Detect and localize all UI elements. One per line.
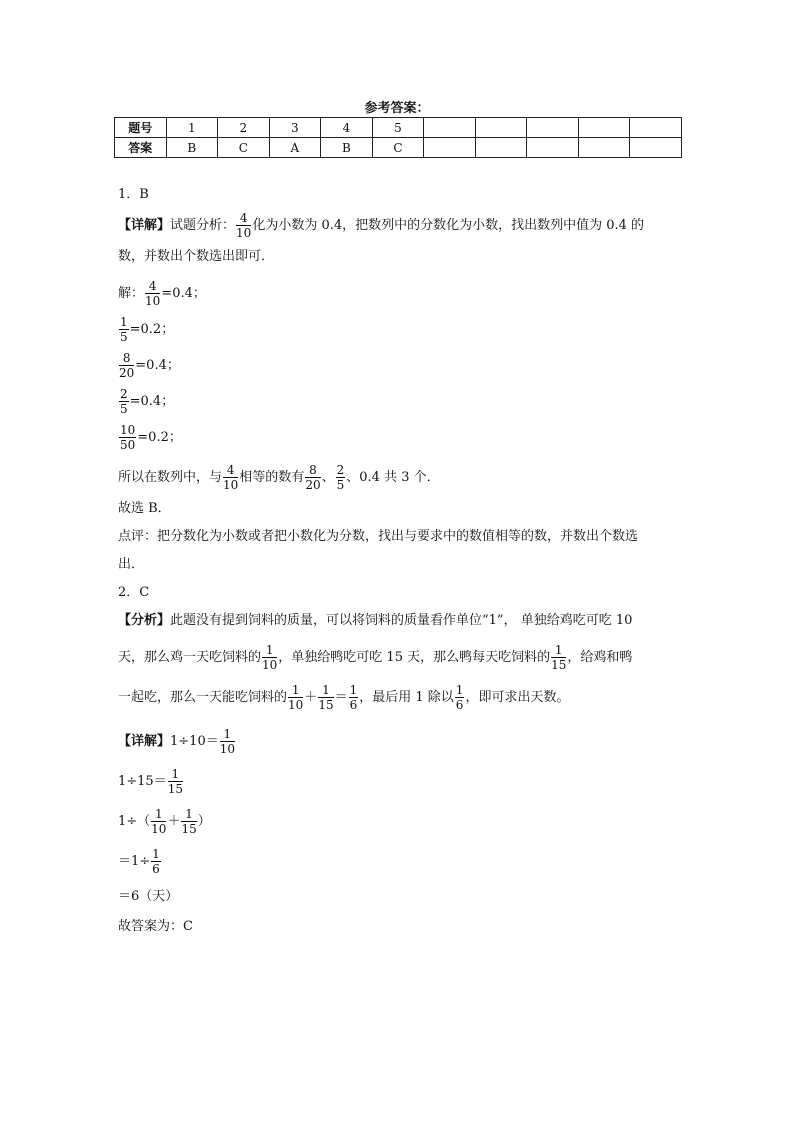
table-cell: 2 [218, 118, 270, 138]
q1-solution-3: $\frac{8}{20}$ =0.4； [119, 351, 180, 380]
fraction: $\frac{4}{10}$ [236, 211, 252, 240]
fraction: $\frac{1}{15}$ [181, 807, 197, 836]
q2-analysis-1: 【分析】此题没有提到饲料的质量，可以将饲料的质量看作单位“1”， 单独给鸡吃可吃 10 [118, 613, 633, 628]
q1-solution-2: $\frac{1}{5}$ =0.2； [120, 315, 175, 344]
q1-solution-1: 解： $\frac{4}{10}$ =0.4； [118, 279, 206, 308]
table-cell [630, 138, 682, 158]
q2-detail-5: ＝6（天） [118, 889, 179, 904]
q1-detail-line2: 数，并数出个数选出即可． [118, 249, 275, 264]
fraction: $\frac{8}{20}$ [119, 351, 135, 380]
fraction: $\frac{1}{6}$ [152, 847, 160, 876]
analysis-tag: 【分析】 [118, 613, 171, 628]
table-cell [475, 138, 527, 158]
table-cell: A [269, 138, 321, 158]
table-cell: B [166, 138, 218, 158]
table-row [115, 118, 682, 138]
table-cell [424, 118, 476, 138]
fraction: $\frac{1}{6}$ [349, 683, 358, 712]
q2-number: 2．C [118, 585, 150, 600]
table-cell: 5 [372, 118, 424, 138]
table-cell [630, 118, 682, 138]
table-cell: 1 [166, 118, 218, 138]
fraction: $\frac{10}{50}$ [120, 423, 136, 452]
row-header-answer: 答案 [115, 138, 167, 158]
q2-detail-3: 1÷（ $\frac{1}{10}$ ＋ $\frac{1}{15}$ ） [118, 807, 211, 836]
fraction: $\frac{4}{10}$ [223, 463, 239, 492]
table-cell [475, 118, 527, 138]
q1-detail-line1: 【详解】试题分析： $\frac{4}{10}$ 化为小数为 0.4，把数列中的分数化为小数，找出数列中值为 0.4 的 [118, 211, 645, 240]
fraction: $\frac{2}{5}$ [336, 463, 345, 492]
fraction: $\frac{1}{10}$ [219, 727, 236, 756]
q2-analysis-2: 天，那么鸡一天吃饲料的 $\frac{1}{10}$ ，单独给鸭吃可吃 15 天，那么鸭每天吃饲料的 $\frac{1}{15}$ ，给鸡和鸭 [118, 643, 633, 672]
q1-conclusion: 所以在数列中，与 $\frac{4}{10}$ 相等的数有 $\frac{8}{20}$ 、 $\frac{2}{5}$ 、0.4 共 3 个． [118, 463, 440, 492]
table-cell: C [218, 138, 270, 158]
detail-tag: 【详解】 [118, 218, 171, 233]
table-cell: B [321, 138, 373, 158]
table-cell [578, 118, 630, 138]
fraction: $\frac{1}{10}$ [262, 643, 278, 672]
fraction: $\frac{8}{20}$ [305, 463, 321, 492]
q1-solution-5: $\frac{10}{50}$ =0.2； [120, 423, 182, 452]
fraction: $\frac{1}{5}$ [120, 315, 128, 344]
row-header-number: 题号 [115, 118, 167, 138]
q1-comment-1: 点评：把分数化为小数或者把小数化为分数，找出与要求中的数值相等的数，并数出个数选 [118, 529, 639, 544]
answer-content [118, 184, 678, 944]
table-cell: 3 [269, 118, 321, 138]
answer-table [114, 117, 682, 158]
fraction: $\frac{1}{15}$ [167, 767, 183, 796]
q1-solution-4: $\frac{2}{5}$ =0.4； [120, 387, 175, 416]
q2-detail-2: 1÷15＝ $\frac{1}{15}$ [118, 767, 183, 796]
table-cell [424, 138, 476, 158]
q2-analysis-3: 一起吃，那么一天能吃饲料的 $\frac{1}{10}$ ＋ $\frac{1}{15}$ ＝ $\frac{1}{6}$ ，最后用 1 除以 $\frac{1}{6}$ ，即可求出天数。 [118, 683, 570, 712]
fraction: $\frac{1}{15}$ [318, 683, 334, 712]
fraction: $\frac{1}{10}$ [288, 683, 304, 712]
table-cell [527, 118, 579, 138]
table-cell: 4 [321, 118, 373, 138]
q1-choice: 故选 B． [118, 501, 171, 516]
fraction: $\frac{1}{15}$ [551, 643, 567, 672]
q2-detail-4: ＝1÷ $\frac{1}{6}$ [118, 847, 160, 876]
detail-tag: 【详解】 [118, 734, 171, 749]
table-row [115, 138, 682, 158]
fraction: $\frac{1}{6}$ [455, 683, 464, 712]
page-title: 参考答案： [364, 101, 430, 116]
fraction: $\frac{1}{10}$ [151, 807, 167, 836]
table-cell: C [372, 138, 424, 158]
table-cell [578, 138, 630, 158]
fraction: $\frac{2}{5}$ [120, 387, 128, 416]
table-cell [527, 138, 579, 158]
q1-number: 1．B [118, 187, 149, 202]
fraction: $\frac{4}{10}$ [145, 279, 161, 308]
q2-detail-1: 【详解】1÷10＝ $\frac{1}{10}$ [118, 727, 236, 756]
q2-final-answer: 故答案为：C [118, 919, 193, 934]
q1-comment-2: 出． [118, 557, 145, 572]
